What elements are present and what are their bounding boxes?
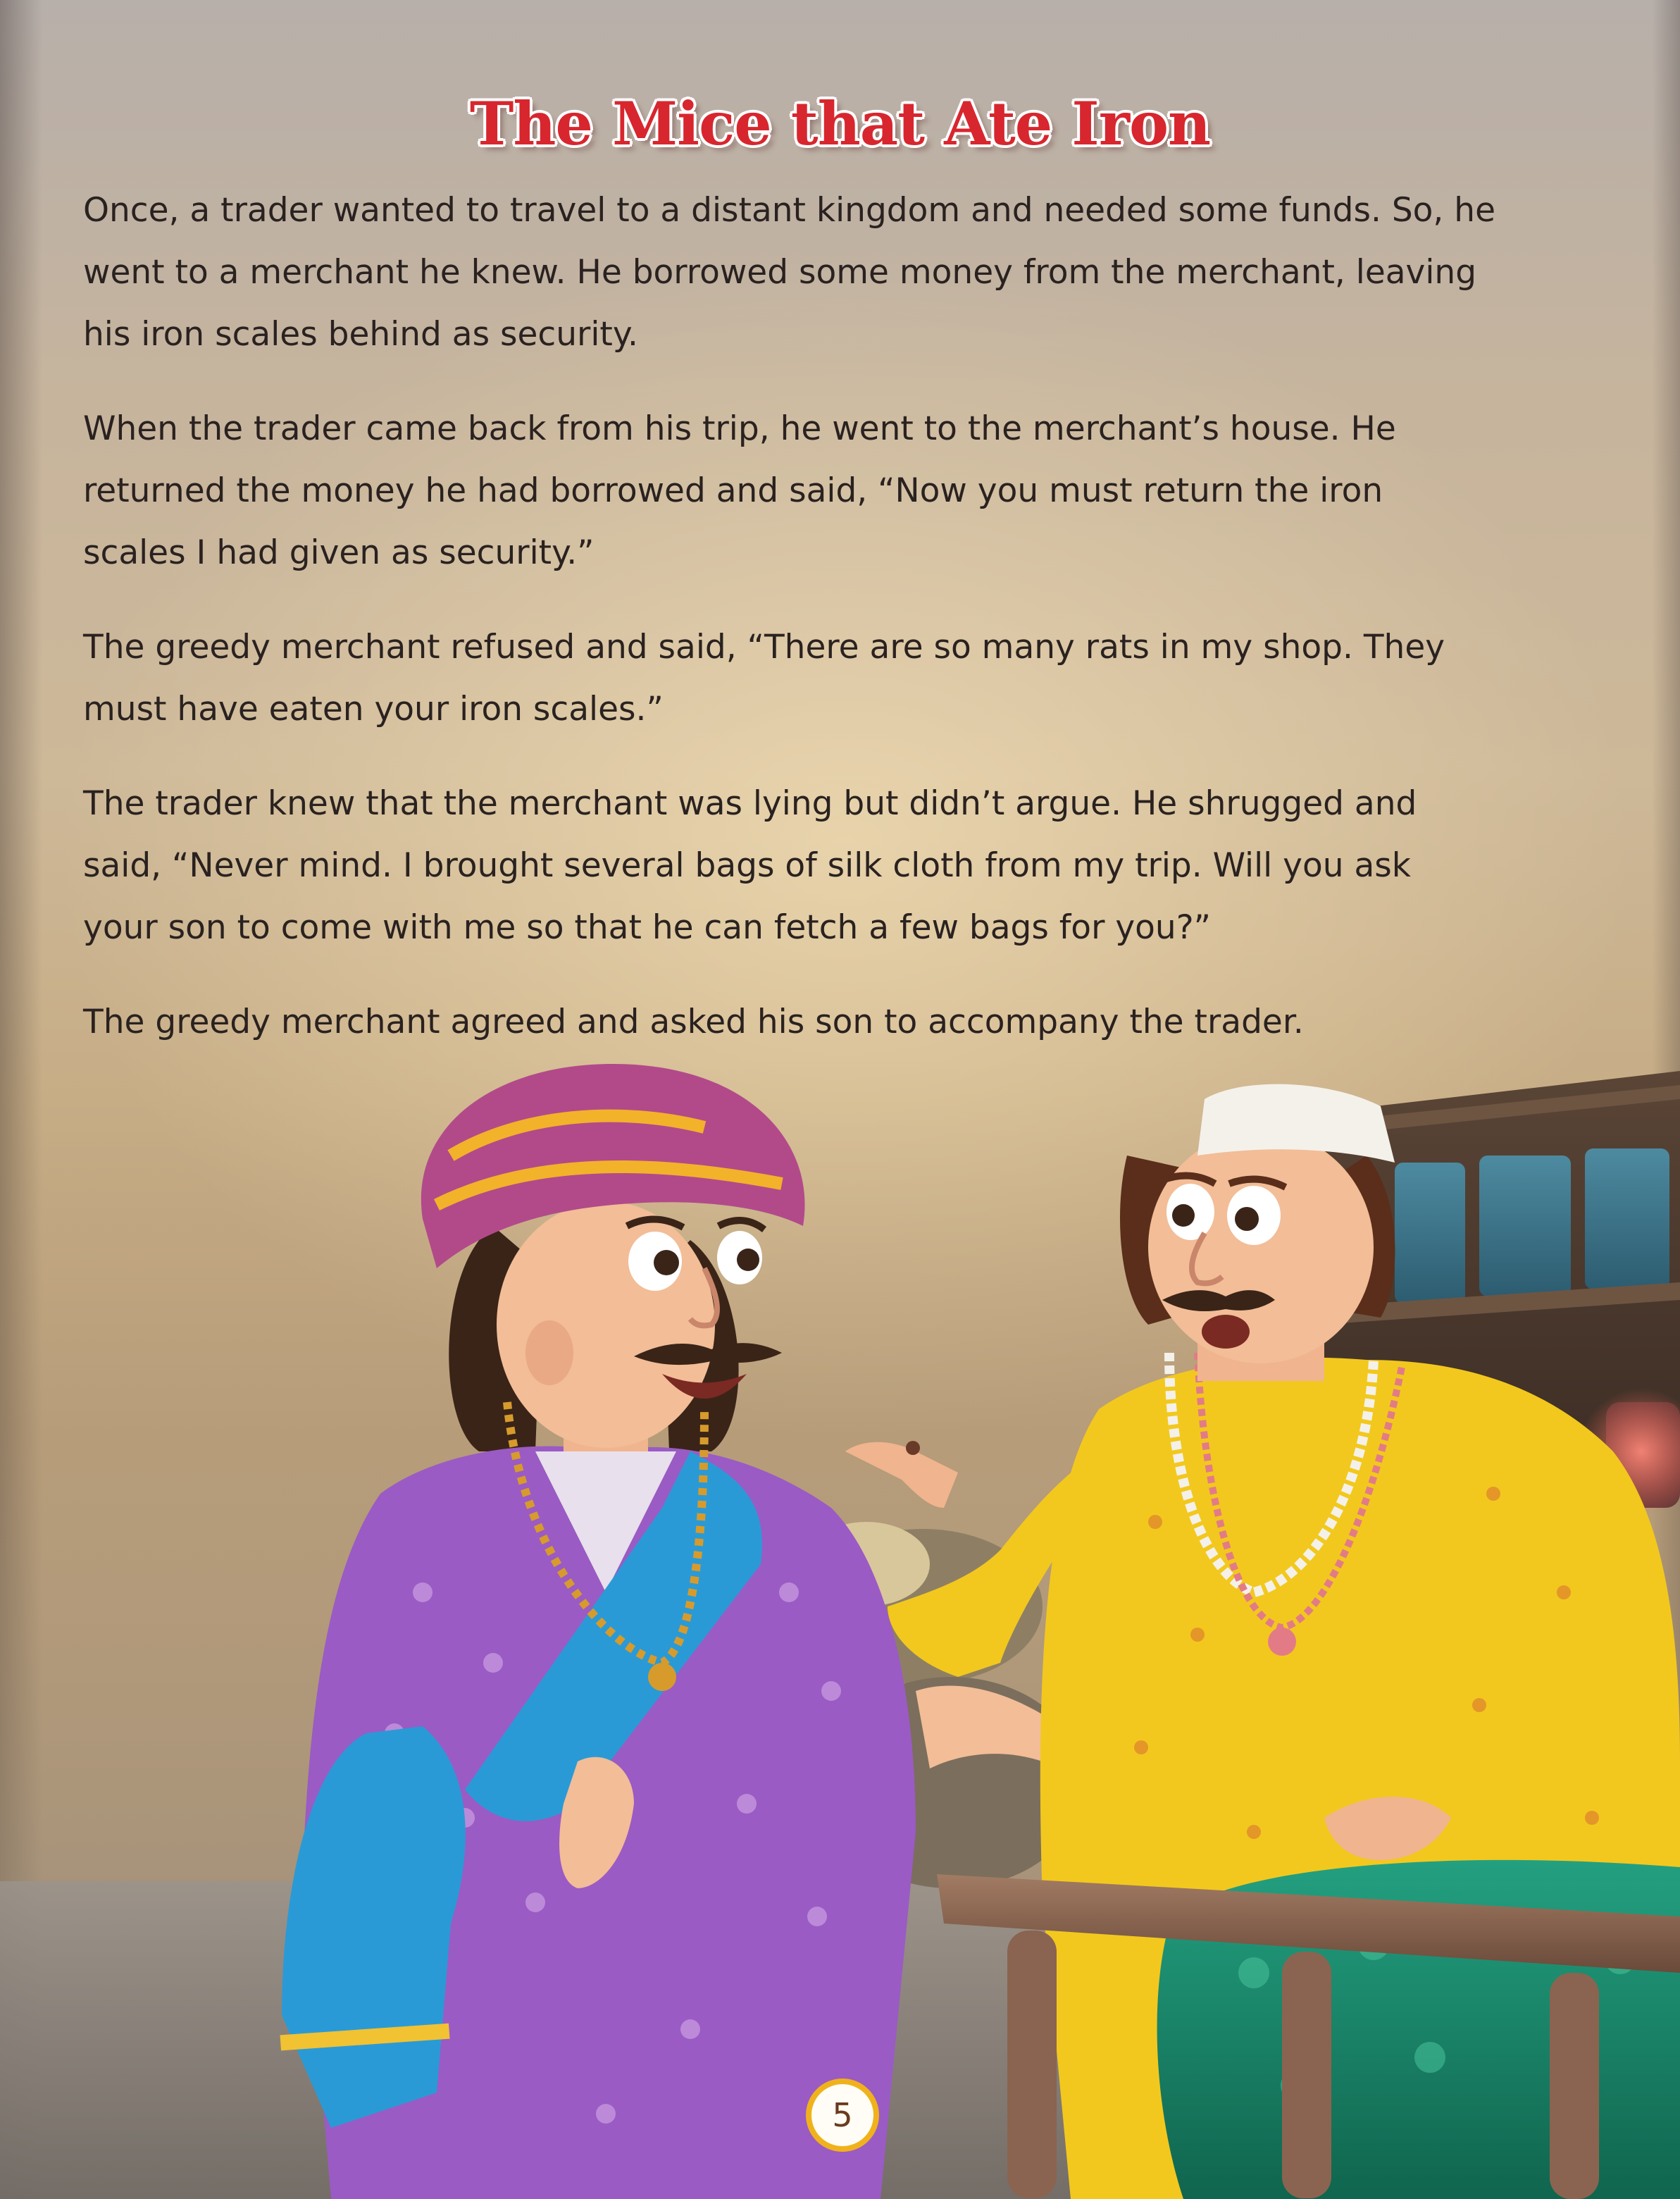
text-line: The greedy merchant agreed and asked his son to accompany the trader.	[83, 1003, 1304, 1041]
paragraph-3	[83, 617, 1591, 741]
text-line: Once, a trader wanted to travel to a distant kingdom and needed some funds. So, he	[83, 191, 1496, 230]
text-line: The trader knew that the merchant was lying but didn’t argue. He shrugged and	[83, 784, 1417, 823]
ring	[906, 1441, 920, 1455]
story-illustration	[0, 1057, 1680, 2199]
paragraph-1	[83, 180, 1591, 366]
text-line: went to a merchant he knew. He borrowed some money from the merchant, leaving	[83, 253, 1477, 292]
text-line: The greedy merchant refused and said, “There are so many rats in my shop. They	[83, 628, 1445, 667]
story-text	[83, 180, 1591, 1086]
paragraph-4	[83, 773, 1591, 959]
jar	[1395, 1163, 1465, 1303]
text-line: scales I had given as security.”	[83, 533, 595, 572]
wooden-rail	[937, 1874, 1680, 2199]
text-line: must have eaten your iron scales.”	[83, 690, 664, 729]
text-line: your son to come with me so that he can fetch a few bags for you?”	[83, 908, 1211, 947]
paragraph-5	[83, 991, 1591, 1053]
text-line: said, “Never mind. I brought several bags of silk cloth from my trip. Will you ask	[83, 846, 1411, 885]
text-line: returned the money he had borrowed and said, “Now you must return the iron	[83, 471, 1383, 510]
text-line: his iron scales behind as security.	[83, 315, 638, 354]
story-title: The Mice that Ate Iron	[469, 89, 1211, 159]
text-line: When the trader came back from his trip, he went to the merchant’s house. He	[83, 409, 1396, 448]
jar	[1585, 1148, 1669, 1289]
page-number-badge: 5	[806, 2079, 879, 2152]
paragraph-2	[83, 398, 1591, 584]
jar	[1479, 1156, 1571, 1296]
